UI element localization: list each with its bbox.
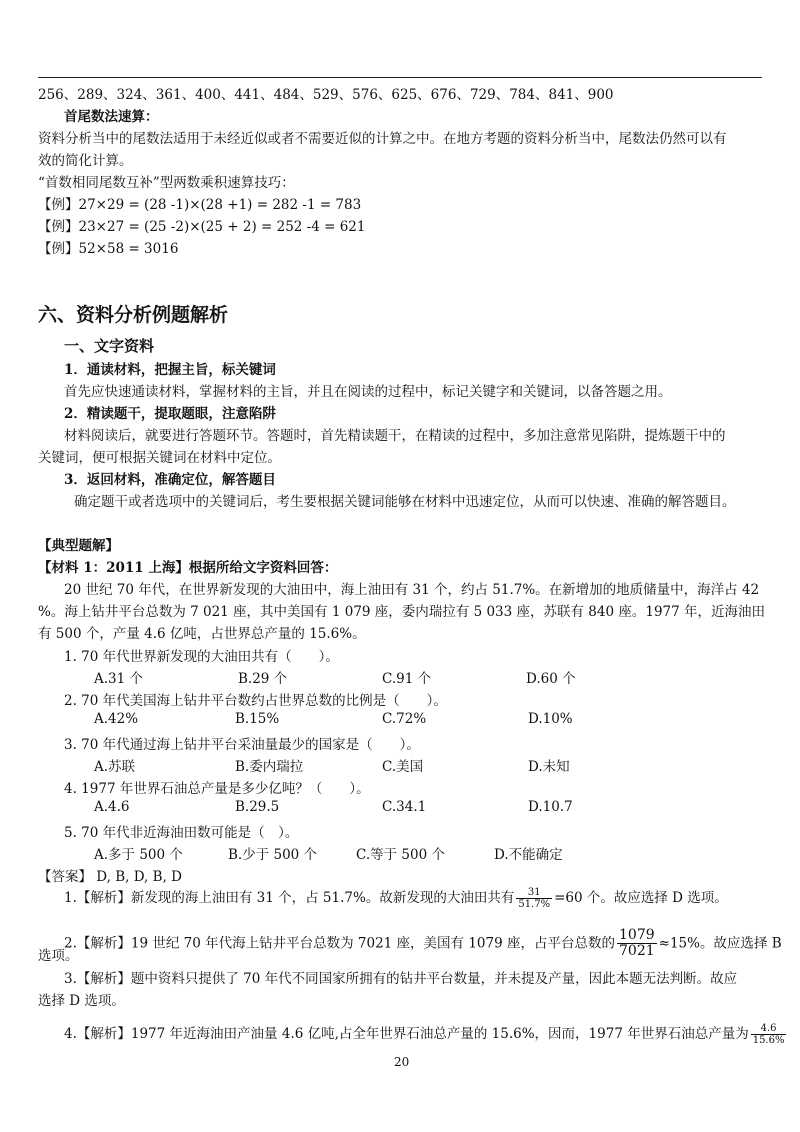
option: B.15%	[235, 711, 280, 727]
squares-sequence: 256、289、324、361、400、441、484、529、576、625、676、729、784、841、900	[38, 87, 614, 103]
option: B.29.5	[235, 799, 280, 815]
question-text: 4. 1977 年世界石油总产量是多少亿吨？（ ）。	[64, 781, 370, 797]
step-title: 2．精读题干，提取题眼，注意陷阱	[64, 406, 276, 422]
step-text: 材料阅读后，就要进行答题环节。答题时，首先精读题干，在精读的过程中，多加注意常见陷阱，提炼题干中的	[64, 428, 726, 444]
analysis-4: 4.【解析】1977 年近海油田产油量 4.6 亿吨,占全年世界石油总产量的 15.6%，因而，1977 年世界石油总产量为 $\frac{4.6}{15.6\%}$	[64, 1023, 785, 1046]
option: B.委内瑞拉	[235, 759, 304, 775]
question-text: 3. 70 年代通过海上钻井平台采油量最少的国家是（ ）。	[64, 737, 420, 753]
option: C.72%	[382, 711, 427, 727]
option: A.4.6	[94, 799, 130, 815]
option: C.美国	[382, 759, 424, 775]
section-subtitle: 一、文字资料	[64, 337, 155, 355]
tail-method-desc-line2: 效的简化计算。	[38, 153, 133, 169]
page-number: 20	[394, 1055, 410, 1069]
option: A.多于 500 个	[94, 847, 183, 863]
example-line: 【例】23×27 = (25 -2)×(25 + 2) = 252 -4 = 621	[38, 219, 366, 235]
option: A.42%	[94, 711, 139, 727]
option: A.苏联	[94, 759, 136, 775]
tail-method-desc-line1: 资料分析当中的尾数法适用于未经近似或者不需要近似的计算之中。在地方考题的资料分析当中，尾数法仍然可以有	[38, 131, 727, 147]
step-text: 关键词，便可根据关键词在材料中定位。	[38, 450, 281, 466]
option: D.10%	[528, 711, 573, 727]
analysis-2: 2.【解析】19 世纪 70 年代海上钻井平台总数为 7021 座，美国有 1079 座，占平台总数的 $\frac{1079}{7021}$ ≈15%。故应选择 B	[64, 927, 782, 960]
option: B.少于 500 个	[228, 847, 318, 863]
analysis-1: 1.【解析】新发现的海上油田有 31 个，占 51.7%。故新发现的大油田共有 $\frac{31}{51.7\%}$ =60 个。故应选择 D 选项。	[64, 887, 728, 910]
option: B.29 个	[238, 671, 288, 687]
question-text: 2. 70 年代美国海上钻井平台数约占世界总数的比例是（ ）。	[64, 693, 447, 709]
option: D.60 个	[526, 671, 576, 687]
tail-method-intro: “首数相同尾数互补”型两数乘积速算技巧：	[38, 175, 295, 191]
typical-heading: 【典型题解】	[38, 538, 119, 554]
material-line: 有 500 个，产量 4.6 亿吨，占世界总产量的 15.6%。	[38, 626, 366, 642]
option: D.未知	[528, 759, 570, 775]
fraction: $\frac{1079}{7021}$	[619, 927, 655, 960]
header-rule	[38, 77, 762, 78]
analysis-3-line2: 选择 D 选项。	[38, 993, 125, 1009]
analysis-3-line1: 3.【解析】题中资料只提供了 70 年代不同国家所拥有的钻井平台数量，并未提及产量，因此本题无法判断。故应	[64, 971, 738, 987]
example-line: 【例】27×29 = (28 -1)×(28 +1) = 282 -1 = 783	[38, 197, 362, 213]
section-title: 六、资料分析例题解析	[38, 304, 229, 326]
option: D.10.7	[528, 799, 573, 815]
step-text: 确定题干或者选项中的关键词后，考生要根据关键词能够在材料中迅速定位，从而可以快速、准确的解答题目。	[74, 494, 736, 510]
material-line: 20 世纪 70 年代，在世界新发现的大油田中，海上油田有 31 个，约占 51.7%。在新增加的地质储量中，海洋占 42	[64, 582, 760, 598]
example-line: 【例】52×58 = 3016	[38, 241, 179, 257]
material-line: %。海上钻井平台总数为 7 021 座，其中美国有 1 079 座，委内瑞拉有 5 033 座，苏联有 840 座。1977 年，近海油田	[38, 604, 766, 620]
question-text: 5. 70 年代非近海油田数可能是（ ）。	[64, 825, 299, 841]
material-title: 【材料 1：2011 上海】根据所给文字资料回答：	[38, 560, 338, 576]
step-title: 3．返回材料，准确定位，解答题目	[64, 472, 276, 488]
option: C.34.1	[382, 799, 427, 815]
question-text: 1. 70 年代世界新发现的大油田共有（ ）。	[64, 649, 339, 665]
step-title: 1．通读材料，把握主旨，标关键词	[64, 362, 276, 378]
option: D.不能确定	[494, 847, 563, 863]
step-text: 首先应快速通读材料，掌握材料的主旨，并且在阅读的过程中，标记关键字和关键词，以备答题之用。	[64, 384, 672, 400]
fraction: $\frac{31}{51.7\%}$	[518, 887, 551, 910]
answer-line: 【答案】 D, B, D, B, D	[38, 869, 182, 885]
option: C.等于 500 个	[356, 847, 445, 863]
tail-method-heading: 首尾数法速算：	[64, 109, 159, 125]
fraction: $\frac{4.6}{15.6\%}$	[752, 1023, 785, 1046]
option: A.31 个	[94, 671, 144, 687]
option: C.91 个	[382, 671, 432, 687]
analysis-2-cont: 选项。	[38, 948, 79, 964]
